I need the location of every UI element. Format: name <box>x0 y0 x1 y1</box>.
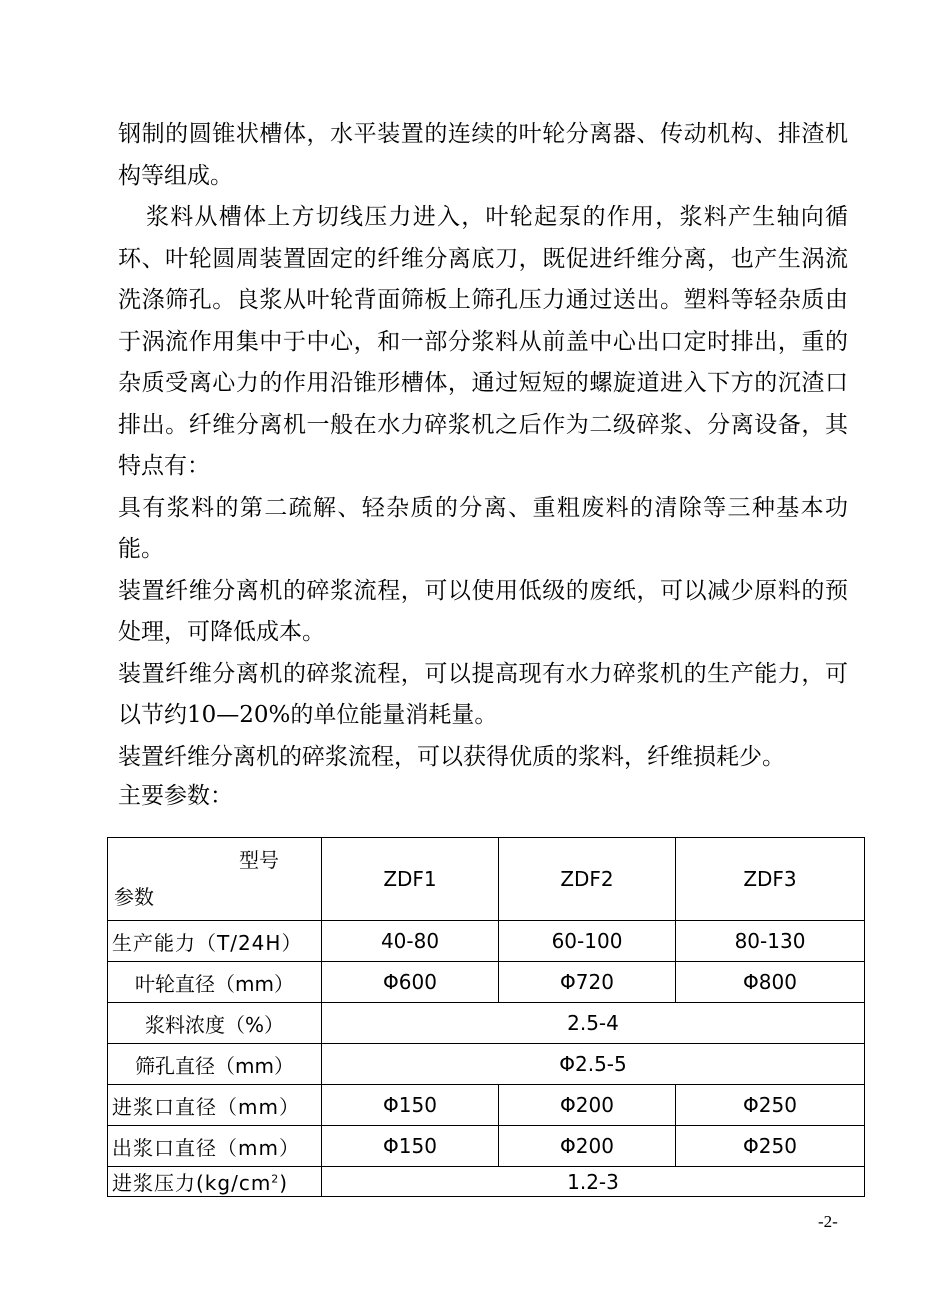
row-label-tail: ) <box>279 1171 289 1195</box>
paragraph-6: 装置纤维分离机的碎浆流程，可以获得优质的浆料，纤维损耗少。 <box>118 743 785 770</box>
table-header-row <box>108 838 865 921</box>
table-cell: Φ150 <box>322 1085 499 1126</box>
table-cell: Φ800 <box>676 962 865 1003</box>
table-row <box>108 921 865 962</box>
table-cell: Φ250 <box>676 1126 865 1167</box>
model-header: ZDF3 <box>676 838 865 921</box>
table-cell-span: 2.5-4 <box>322 1003 865 1044</box>
table-cell: 40-80 <box>322 921 499 962</box>
header-model-label: 型号 <box>239 848 279 872</box>
parameters-table <box>107 837 865 1197</box>
table-cell-span: 1.2-3 <box>322 1167 865 1197</box>
table-cell: Φ600 <box>322 962 499 1003</box>
model-header: ZDF2 <box>499 838 676 921</box>
paragraph-2: 浆料从槽体上方切线压力进入，叶轮起泵的作用，浆料产生轴向循环、叶轮圆周装置固定的纤维分离底刀，既促进纤维分离，也产生涡流洗涤筛孔。良浆从叶轮背面筛板上筛孔压力通过送出。塑料等轻杂质由于涡流作用集中于中心，和一部分浆料从前盖中心出口定时排出，重的杂质受离心力的作用沿锥形槽体，通过短短的螺旋道进入下方的沉渣口排出。纤维分离机一般在水力碎浆机之后作为二级碎浆、分离设备，其特点有： <box>118 204 848 479</box>
row-label: 进浆口直径（mm） <box>108 1085 322 1126</box>
row-label-main: 进浆压力(kg/cm <box>112 1171 272 1195</box>
table-row <box>108 1126 865 1167</box>
table-caption: 主要参数： <box>118 783 233 809</box>
table-cell-span: Φ2.5-5 <box>322 1044 865 1085</box>
table-cell: 60-100 <box>499 921 676 962</box>
paragraph-4: 装置纤维分离机的碎浆流程，可以使用低级的废纸，可以减少原料的预处理，可降低成本。 <box>118 577 848 645</box>
table-row <box>108 962 865 1003</box>
paragraph-3: 具有浆料的第二疏解、轻杂质的分离、重粗废料的清除等三种基本功能。 <box>118 494 848 562</box>
header-corner-cell <box>108 838 322 921</box>
table-cell: Φ150 <box>322 1126 499 1167</box>
table-cell: Φ200 <box>499 1085 676 1126</box>
table-cell: Φ250 <box>676 1085 865 1126</box>
table-row <box>108 1003 865 1044</box>
table-row <box>108 1085 865 1126</box>
table-cell: Φ200 <box>499 1126 676 1167</box>
row-label: 浆料浓度（%） <box>108 1003 322 1044</box>
row-label: 生产能力（T/24H） <box>108 921 322 962</box>
row-label <box>108 1167 322 1197</box>
row-label: 叶轮直径（mm） <box>108 962 322 1003</box>
paragraph-5: 装置纤维分离机的碎浆流程，可以提高现有水力碎浆机的生产能力，可以节约10—20%的单位能量消耗量。 <box>118 660 848 728</box>
table-cell: 80-130 <box>676 921 865 962</box>
row-label: 出浆口直径（mm） <box>108 1126 322 1167</box>
model-header: ZDF1 <box>322 838 499 921</box>
body-text <box>118 114 848 814</box>
paragraph-1: 钢制的圆锥状槽体，水平装置的连续的叶轮分离器、传动机构、排渣机构等组成。 <box>118 121 848 189</box>
table-row <box>108 1044 865 1085</box>
row-label-sup: 2 <box>271 1172 280 1186</box>
table-row <box>108 1167 865 1197</box>
row-label: 筛孔直径（mm） <box>108 1044 322 1085</box>
table-cell: Φ720 <box>499 962 676 1003</box>
header-param-label: 参数 <box>114 885 154 909</box>
page-number: -2- <box>818 1212 838 1231</box>
